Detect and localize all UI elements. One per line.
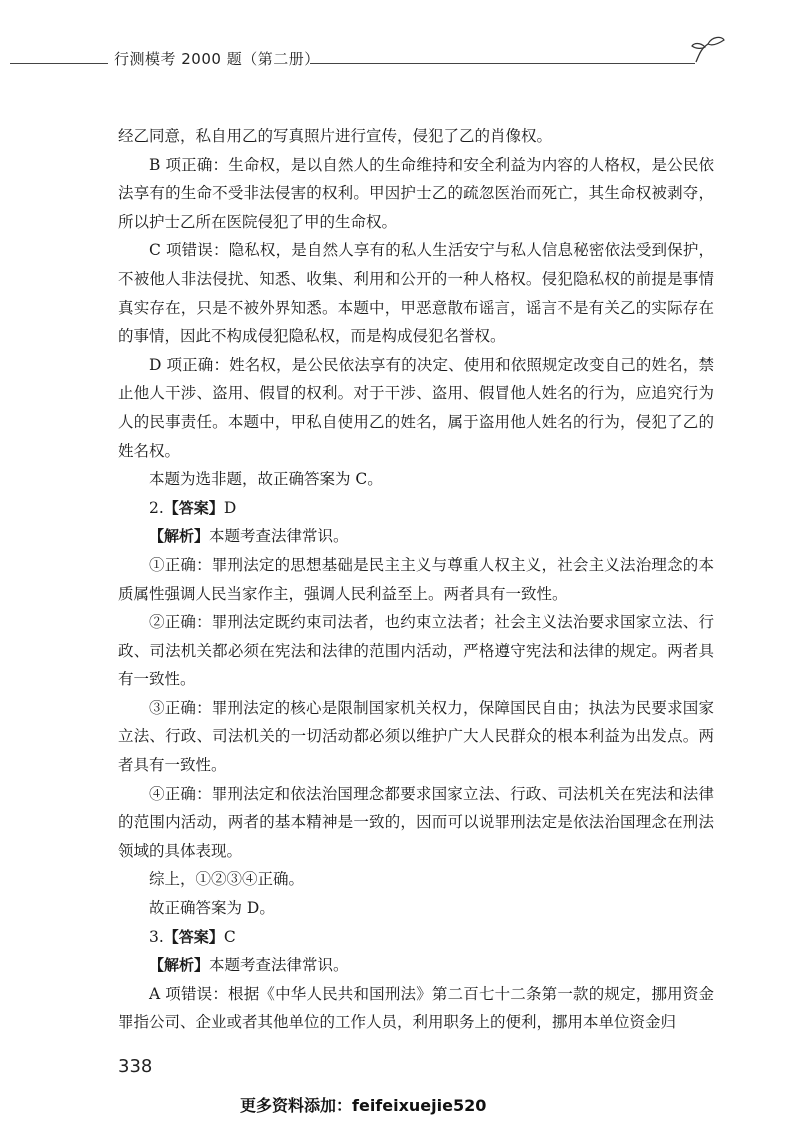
answer-value: C [223, 927, 236, 946]
paragraph [118, 980, 714, 1037]
paragraph-text: A 项错误：根据《中华人民共和国刑法》第二百七十二条第一款的规定，挪用资金罪指公司、企业或者其他单位的工作人员，利用职务上的便利，挪用本单位资金归 [118, 984, 714, 1032]
analysis-label: 【解析】 [149, 527, 210, 546]
paragraph-text: D 项正确：姓名权，是公民依法享有的决定、使用和依照规定改变自己的姓名，禁止他人干涉、盗用、假冒的权利。对于干涉、盗用、假冒他人姓名的行为，应追究行为人的民事责任。本题中，甲私自使用乙的姓名，属于盗用他人姓名的行为，侵犯了乙的姓名权。 [118, 355, 714, 460]
page-number: 338 [118, 1056, 153, 1077]
paragraph [118, 865, 714, 894]
analysis-line [118, 951, 714, 980]
answer-line [118, 494, 714, 523]
paragraph [118, 551, 714, 608]
page-body [118, 122, 714, 1037]
paragraph [118, 465, 714, 494]
running-header [10, 48, 710, 72]
paragraph-text: 本题考查法律常识。 [209, 527, 349, 546]
question-number: 3. [149, 927, 164, 946]
paragraph [118, 608, 714, 694]
paragraph-text: ③正确：罪刑法定的核心是限制国家机关权力，保障国民自由；执法为民要求国家立法、行政、司法机关的一切活动都必须以维护广大人民群众的根本利益为出发点。两者具有一致性。 [118, 698, 714, 775]
header-rule-right [310, 63, 695, 64]
paragraph-text: 本题考查法律常识。 [209, 956, 349, 975]
paragraph [118, 780, 714, 866]
analysis-label: 【解析】 [149, 956, 210, 975]
paragraph [118, 694, 714, 780]
question-number: 2. [149, 498, 164, 517]
paragraph-text: 本题为选非题，故正确答案为 C。 [149, 470, 383, 489]
sprout-icon [688, 34, 728, 64]
analysis-line [118, 522, 714, 551]
footer-watermark-note: 更多资料添加：feifeixuejie520 [240, 1096, 487, 1115]
answer-label: 【答案】 [163, 927, 224, 946]
answer-label: 【答案】 [163, 498, 224, 517]
paragraph [118, 351, 714, 465]
paragraph-text: C 项错误：隐私权，是自然人享有的私人生活安宁与私人信息秘密依法受到保护，不被他人非法侵扰、知悉、收集、利用和公开的一种人格权。侵犯隐私权的前提是事情真实存在，只是不被外界知悉。本题中，甲恶意散布谣言，谣言不是有关乙的实际存在的事情，因此不构成侵犯隐私权，而是构成侵犯名誉权。 [118, 241, 714, 346]
paragraph-text: 故正确答案为 D。 [149, 899, 275, 918]
answer-line [118, 923, 714, 952]
paragraph-text: 综上，①②③④正确。 [149, 870, 305, 889]
paragraph [118, 236, 714, 350]
paragraph-text: B 项正确：生命权，是以自然人的生命维持和安全利益为内容的人格权，是公民依法享有的生命不受非法侵害的权利。甲因护士乙的疏忽医治而死亡，其生命权被剥夺，所以护士乙所在医院侵犯了甲的生命权。 [118, 155, 714, 231]
paragraph-text: 经乙同意，私自用乙的写真照片进行宣传，侵犯了乙的肖像权。 [118, 127, 553, 145]
header-rule-left [10, 63, 108, 64]
paragraph-text: ④正确：罪刑法定和依法治国理念都要求国家立法、行政、司法机关在宪法和法律的范围内活动，两者的基本精神是一致的，因而可以说罪刑法定是依法治国理念在刑法领域的具体表现。 [118, 784, 714, 860]
paragraph [118, 894, 714, 923]
answer-value: D [223, 498, 237, 517]
paragraph [118, 122, 714, 151]
paragraph-text: ①正确：罪刑法定的思想基础是民主主义与尊重人权主义，社会主义法治理念的本质属性强调人民当家作主，强调人民利益至上。两者具有一致性。 [118, 555, 714, 603]
header-title: 行测模考 2000 题（第二册） [114, 50, 320, 68]
paragraph [118, 151, 714, 237]
paragraph-text: ②正确：罪刑法定既约束司法者，也约束立法者；社会主义法治要求国家立法、行政、司法机关都必须在宪法和法律的范围内活动，严格遵守宪法和法律的规定。两者具有一致性。 [118, 613, 714, 689]
